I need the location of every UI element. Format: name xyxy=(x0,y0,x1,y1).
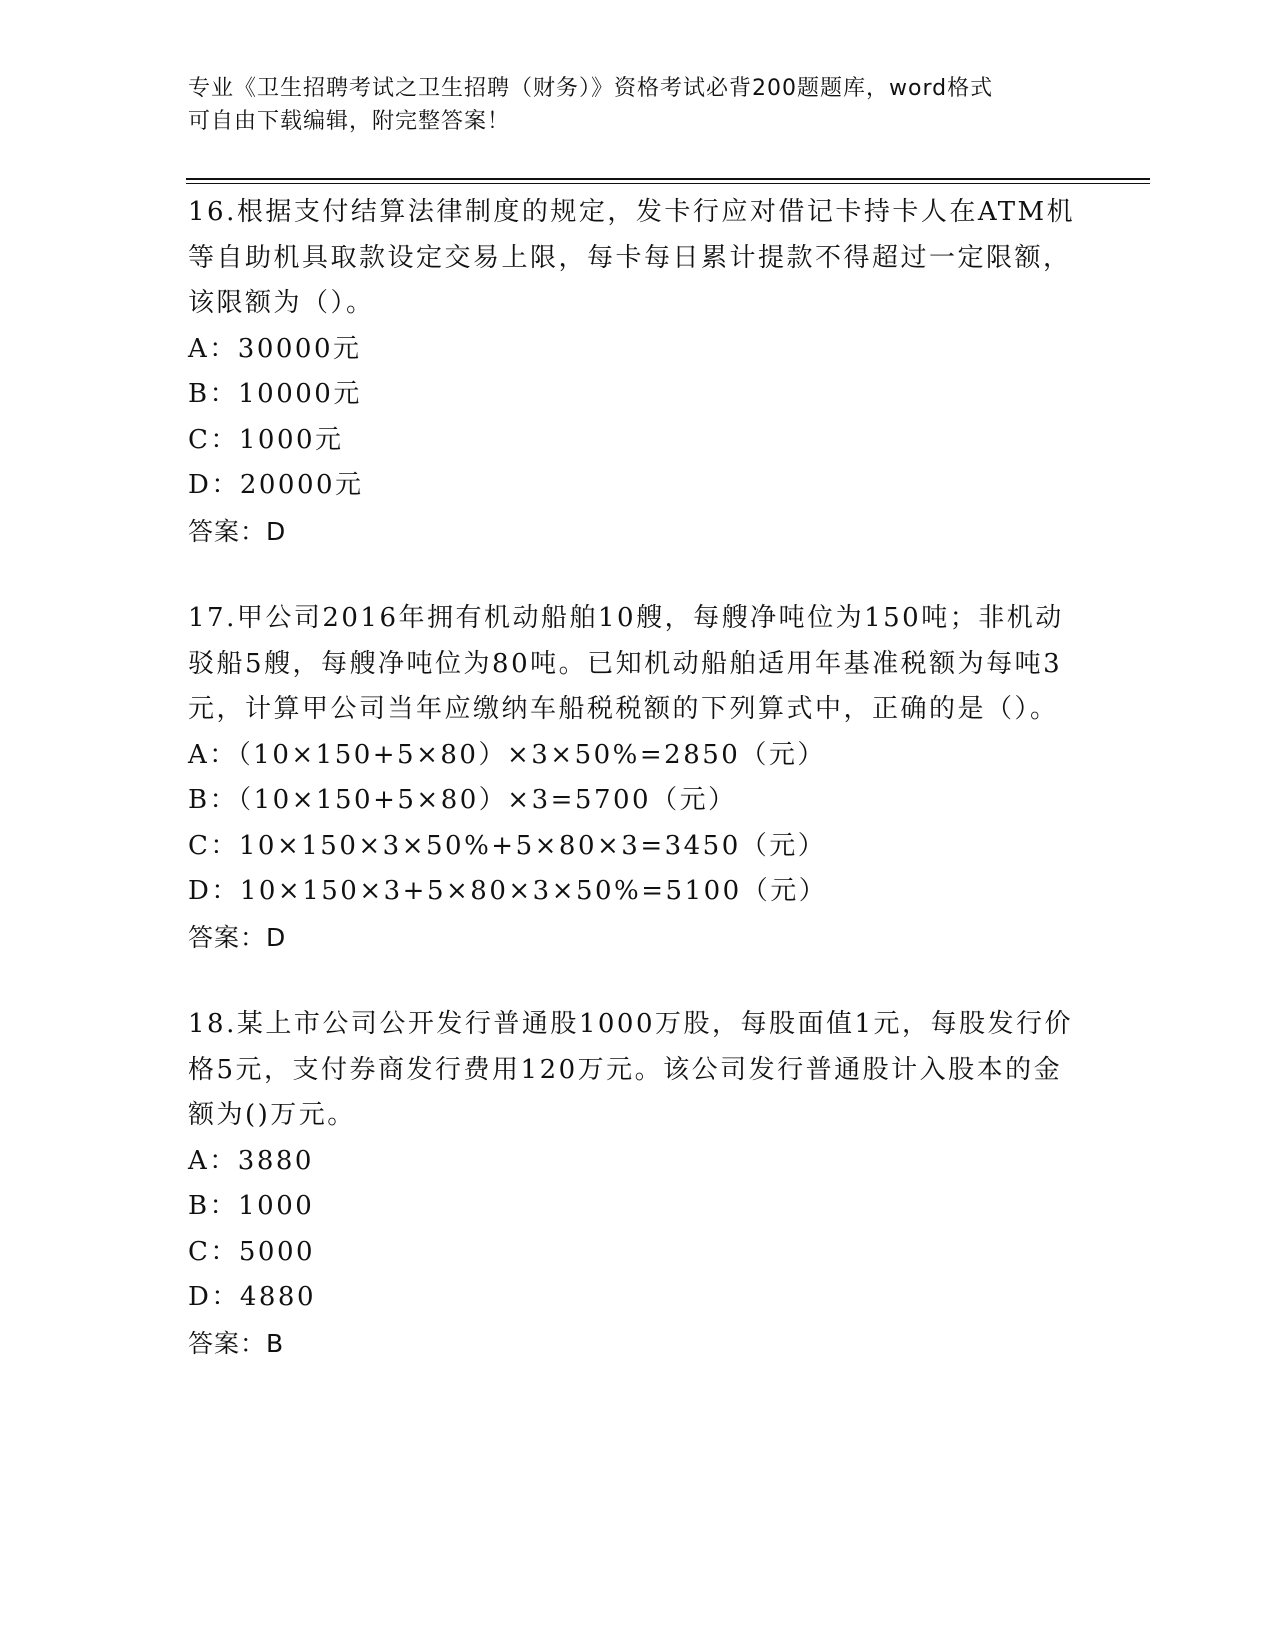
question-stem: 18.某上市公司公开发行普通股1000万股，每股面值1元，每股发行价格5元，支付券商发行费用120万元。该公司发行普通股计入股本的金额为()万元。 xyxy=(188,1009,1074,1130)
question-17 xyxy=(188,596,1088,960)
option-b: B：10000元 xyxy=(188,379,362,409)
question-list xyxy=(188,190,1088,1408)
header-line-1: 专业《卫生招聘考试之卫生招聘（财务）》资格考试必背200题题库，word格式 xyxy=(188,76,994,101)
option-a: A：3880 xyxy=(188,1145,314,1176)
option-a: A：30000元 xyxy=(188,333,362,364)
option-c: C：1000元 xyxy=(188,424,344,455)
question-16 xyxy=(188,190,1088,554)
option-d: D：10×150×3+5×80×3×50%=5100（元） xyxy=(188,876,828,906)
header-divider-thick xyxy=(186,178,1150,180)
question-18 xyxy=(188,1002,1088,1366)
question-stem: 17.甲公司2016年拥有机动船舶10艘，每艘净吨位为150吨；非机动驳船5艘，每艘净吨位为80吨。已知机动船舶适用年基准税额为每吨3元，计算甲公司当年应缴纳车船税税额的下列算式中，正确的是（）。 xyxy=(188,603,1064,724)
option-a: A：（10×150+5×80）×3×50%=2850（元） xyxy=(188,739,826,770)
option-b: B：（10×150+5×80）×3=5700（元） xyxy=(188,785,737,815)
question-stem: 16.根据支付结算法律制度的规定，发卡行应对借记卡持卡人在ATM机等自助机具取款设定交易上限，每卡每日累计提款不得超过一定限额，该限额为（）。 xyxy=(188,197,1076,318)
option-b: B：1000 xyxy=(188,1191,315,1221)
header-divider-thin xyxy=(186,183,1150,184)
option-d: D：4880 xyxy=(188,1282,317,1312)
option-d: D：20000元 xyxy=(188,470,364,500)
header-line-2: 可自由下载编辑，附完整答案！ xyxy=(188,109,511,134)
answer: 答案：D xyxy=(188,922,287,952)
option-c: C：10×150×3×50%+5×80×3=3450（元） xyxy=(188,830,827,861)
answer: 答案：D xyxy=(188,516,287,546)
option-c: C：5000 xyxy=(188,1236,316,1267)
document-header xyxy=(188,72,1088,138)
answer: 答案：B xyxy=(188,1328,285,1358)
